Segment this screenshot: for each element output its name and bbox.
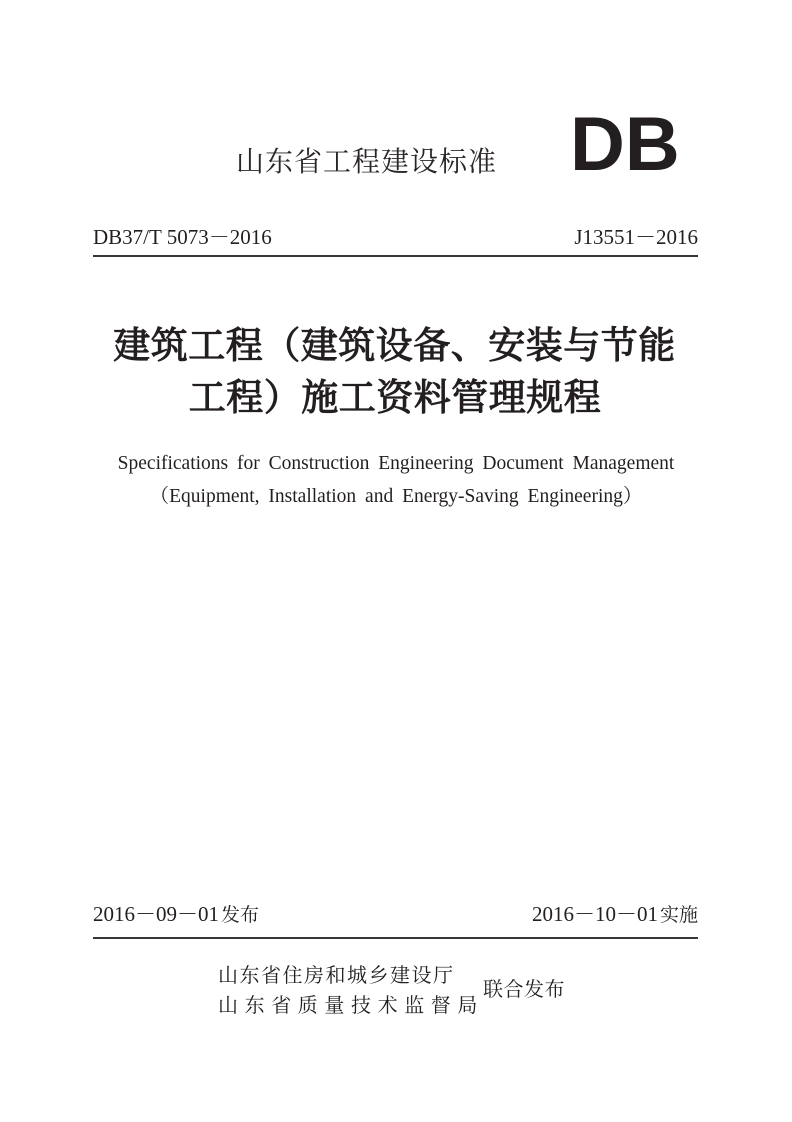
document-title (0, 320, 792, 424)
bottom-divider (93, 937, 698, 939)
effective-date-label: 实施 (659, 904, 698, 926)
effective-date-value: 2016－10－01 (531, 902, 658, 926)
publisher-2: 山东省质量技术监督局 (218, 993, 484, 1017)
publishing-agencies (218, 960, 484, 1020)
record-number: J13551－2016 (574, 225, 698, 249)
title-line-2: 工程）施工资料管理规程 (188, 376, 602, 419)
issue-date (93, 901, 259, 928)
issue-date-label: 发布 (221, 904, 260, 926)
standard-number: DB37/T 5073－2016 (93, 225, 272, 249)
standard-category: 山东省工程建设标准 (236, 145, 498, 178)
top-divider (93, 255, 698, 257)
issue-date-value: 2016－09－01 (93, 902, 219, 926)
standard-mark-logo: DB (570, 102, 680, 187)
publisher-1: 山东省住房和城乡建设厅 (218, 963, 455, 987)
english-title-line-2: （Equipment, Installation and Energy-Saving Engineering） (149, 486, 643, 507)
joint-publish-label: 联合发布 (483, 977, 565, 1001)
english-title (0, 447, 792, 513)
effective-date (532, 901, 698, 928)
title-line-1: 建筑工程（建筑设备、安装与节能 (113, 324, 676, 367)
english-title-line-1: Specifications for Construction Engineering Document Management (117, 453, 675, 474)
